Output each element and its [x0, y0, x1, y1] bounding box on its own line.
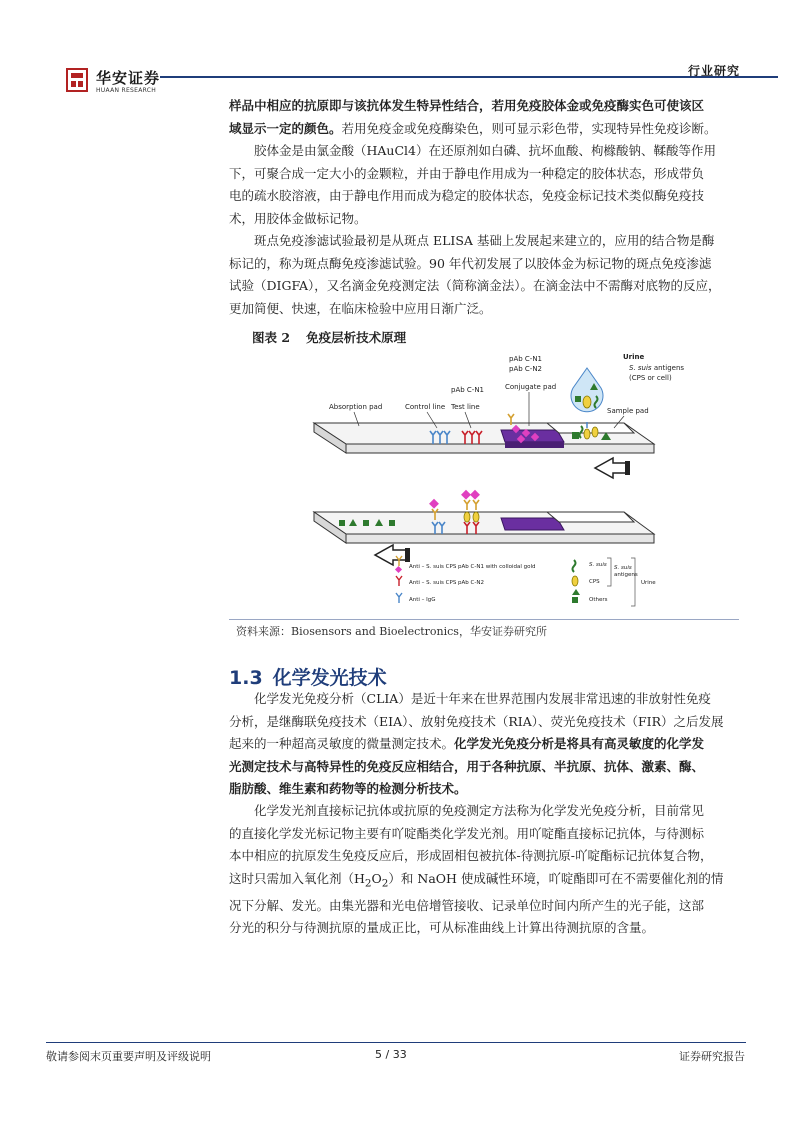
body-text: ）和 NaOH 使成碱性环境，吖啶酯即可在不需要催化剂的情 [388, 870, 724, 886]
page-number: 5 / 33 [375, 1048, 407, 1061]
logo-subtext: HUAAN RESEARCH [96, 87, 157, 94]
legend-group-antigens: antigens [614, 572, 638, 578]
section-label: 行业研究 [687, 64, 740, 78]
body-line: 下，可聚合成一定大小的金颗粒，并由于静电作用成为一种稳定的胶体状态，形成带负 [229, 165, 705, 181]
test-line-label: Test line [451, 403, 480, 411]
bold-text: 脂肪酸、维生素和药物等的检测分析技术。 [229, 781, 467, 796]
body-line: 分析，是继酶联免疫技术（EIA）、放射免疫技术（RIA）、荧光免疫技术（FIR）之后发展 [229, 713, 724, 729]
body-text: 若用免疫金或免疫酶染色，则可显示彩色带，实现特异性免疫诊断。 [341, 120, 717, 136]
legend-item-others: Others [589, 597, 608, 603]
subscript: 2 [364, 877, 372, 889]
body-line: 更加简便、快速，在临床检验中应用日渐广泛。 [229, 300, 492, 316]
body-line: 标记的，称为斑点酶免疫渗滤试验。90 年代初发展了以胶体金为标记物的斑点免疫渗滤 [229, 255, 712, 271]
body-line: 化学发光剂直接标记抗体或抗原的免疫测定方法称为化学发光免疫分析，目前常见 [254, 803, 705, 818]
bold-text: 域显示一定的颜色。 [229, 120, 342, 136]
paragraph-2 [229, 140, 739, 230]
huaan-logo-icon [66, 68, 88, 92]
figure-rule [229, 619, 739, 620]
figure-number: 图表 2 [252, 330, 291, 345]
body-line: 电的疏水胶溶液，由于静电作用而成为稳定的胶体状态，免疫金标记技术类似酶免疫技 [229, 188, 705, 203]
section-number: 1.3 [229, 667, 263, 689]
section-heading [229, 663, 387, 690]
paragraph-4 [229, 688, 739, 801]
paragraph-5 [229, 800, 739, 940]
body-line: 术，用胶体金做标记物。 [229, 210, 367, 226]
sample-pad-label: Sample pad [607, 407, 649, 415]
figure-title: 免疫层析技术原理 [306, 330, 407, 345]
subscript: 2 [381, 877, 389, 889]
pab-c-n1-label: pAb C-N1 [509, 355, 543, 363]
antigens-species: S. suis [629, 364, 652, 372]
body-line: 分光的积分与待测抗原的量成正比，可从标准曲线上计算出待测抗原的含量。 [229, 920, 655, 935]
bold-text: 化学发光免疫分析是将具有高灵敏度的化学发 [454, 736, 705, 751]
footer-report-type: 证券研究报告 [679, 1050, 745, 1063]
footer-rule [46, 1042, 746, 1043]
body-line: 本中相应的抗原发生免疫反应后，形成固相包被抗体-待测抗原-吖啶酯标记抗体复合物， [229, 848, 713, 863]
pab-n1-label: pAb C-N1 [451, 386, 485, 394]
legend-item-colloidal-gold: Anti – S. suis CPS pAb C-N1 with colloidal gold [409, 564, 536, 570]
flow-arrow-icon [595, 458, 630, 478]
absorption-pad-label: Absorption pad [329, 403, 383, 411]
legend-item-cps: CPS [589, 579, 600, 585]
bold-text: 样品中相应的抗原即与该抗体发生特异性结合，若用免疫胶体金或免疫酶实色可使该区 [229, 98, 705, 113]
footer-disclaimer: 敬请参阅末页重要声明及评级说明 [46, 1050, 211, 1063]
antigens-sub-label: (CPS or cell) [629, 374, 672, 382]
paragraph-3 [229, 230, 739, 320]
lateral-flow-diagram [229, 350, 739, 618]
flow-arrow-icon [375, 545, 410, 565]
pab-c-n2-label: pAb C-N2 [509, 365, 543, 373]
body-line: 胶体金是由氯金酸（HAuCl4）在还原剂如白磷、抗坏血酸、枸橼酸钠、鞣酸等作用 [254, 143, 716, 158]
legend-group-urine: Urine [641, 580, 656, 586]
antigens-label [629, 364, 684, 372]
control-line-label: Control line [405, 403, 446, 411]
paragraph-1 [229, 95, 739, 140]
antigens-word: antigens [653, 364, 685, 372]
body-line: 试验（DIGFA），又名滴金免疫测定法（简称滴金法）。在滴金法中不需酶对底物的反应， [229, 278, 721, 293]
conjugate-pad-label: Conjugate pad [505, 383, 557, 391]
section-title: 化学发光技术 [272, 667, 387, 689]
body-text: O [371, 870, 382, 886]
logo-text: 华安证券 [96, 69, 161, 87]
figure-source: 资料来源：Biosensors and Bioelectronics，华安证券研究所 [236, 625, 547, 638]
body-line: 化学发光免疫分析（CLIA）是近十年来在世界范围内发展非常迅速的非放射性免疫 [254, 691, 711, 706]
urine-droplet [571, 368, 603, 428]
legend-group-species: S. suis [614, 565, 632, 571]
header-rule [160, 76, 778, 78]
body-text: 起来的一种超高灵敏度的微量测定技术。 [229, 736, 455, 751]
diagram-legend [395, 556, 656, 606]
legend-item-pab-n2: Anti – S. suis CPS pAb C-N2 [409, 580, 484, 586]
urine-label: Urine [623, 353, 645, 361]
body-line: 斑点免疫渗滤试验最初是从斑点 ELISA 基础上发展起来建立的，应用的结合物是酶 [254, 233, 715, 248]
body-line: 的直接化学发光标记物主要有吖啶酯类化学发光剂。用吖啶酯直接标记抗体，与待测标 [229, 825, 705, 841]
legend-item-ssuis: S. suis [589, 562, 607, 568]
body-line: 况下分解、发光。由集光器和光电倍增管接收、记录单位时间内所产生的光子能，这部 [229, 897, 705, 913]
bottom-test-strip [314, 512, 654, 543]
body-text: 这时只需加入氧化剂（H [229, 870, 365, 886]
bold-text: 光测定技术与高特异性的免疫反应相结合，用于各种抗原、半抗原、抗体、激素、酶、 [229, 758, 705, 774]
legend-item-anti-igg: Anti – IgG [409, 597, 436, 603]
figure-caption [252, 328, 422, 346]
